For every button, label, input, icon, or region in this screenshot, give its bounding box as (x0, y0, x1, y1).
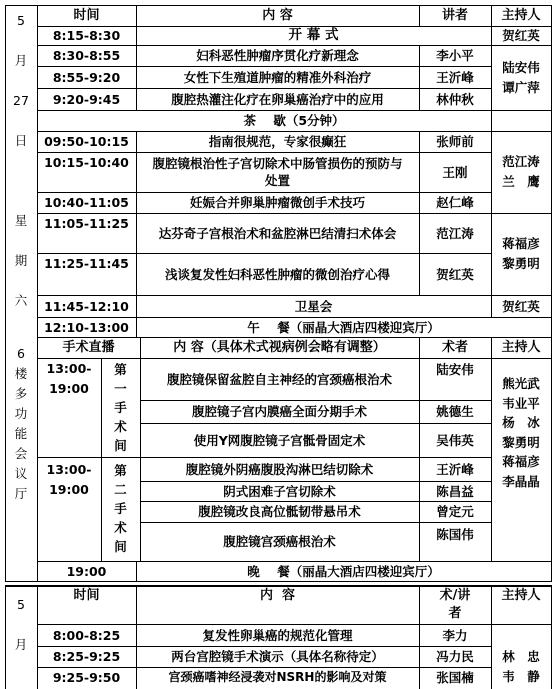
row-time: 9:20-9:45 (52, 91, 121, 107)
side-char: 5 (17, 13, 25, 28)
side-char: 议 (14, 466, 28, 481)
row-content: 达芬奇子宫根治术和盆腔淋巴结清扫术体会 (158, 225, 397, 241)
host-block: 陆安伟 谭广萍 (502, 59, 540, 95)
side-char: 27 (13, 93, 29, 108)
date-side-label (5, 12, 37, 342)
day2-header-speaker: 术/讲 者 (439, 588, 471, 621)
room-char: 手 (114, 501, 127, 516)
lunch-row: 午 餐（丽晶大酒店四楼迎宾厅） (247, 319, 440, 335)
surgery-operator: 吴伟英 (436, 432, 474, 448)
side-char: 厅 (14, 486, 28, 501)
dinner-row: 晚 餐（丽晶大酒店四楼迎宾厅） (247, 563, 440, 579)
surgery-operator: 曾定元 (436, 504, 474, 519)
room-char: 一 (114, 381, 127, 396)
tea-break: 茶 歇（5分钟） (243, 113, 345, 128)
side-char: 能 (14, 426, 28, 441)
side-char: 多 (14, 386, 28, 401)
host-block: 蒋福彦 黎勇明 (502, 236, 540, 271)
row-time: 8:30-8:55 (52, 48, 121, 63)
room-char: 术 (114, 419, 127, 434)
header-host: 主持人 (501, 8, 541, 23)
row-time: 8:55-9:20 (52, 69, 121, 85)
row-host: 贺红英 (502, 298, 540, 314)
room-char: 间 (114, 438, 127, 453)
day2-row-time: 9:25-9:50 (52, 670, 121, 685)
venue-side-label (5, 345, 37, 505)
day2-host: 林 忠 韦 静 (502, 649, 540, 684)
row-content: 腹腔热灌注化疗在卵巢癌治疗中的应用 (171, 91, 384, 107)
row-content: 开 幕 式 (288, 27, 339, 43)
row-time: 11:45-12:10 (44, 298, 129, 314)
row-content: 女性下生殖道肿瘤的精准外科治疗 (183, 69, 372, 85)
room-char: 术 (114, 520, 127, 535)
side-char: 5 (17, 597, 25, 612)
row-time: 10:40-11:05 (44, 195, 129, 210)
row-time: 8:15-8:30 (52, 28, 121, 43)
host-block: 范江涛 兰 鹰 (502, 154, 540, 189)
side-char: 日 (14, 133, 28, 148)
day2-header-host: 主持人 (501, 588, 541, 603)
day2-side-label (5, 596, 37, 656)
day2-row-time: 8:25-9:25 (52, 649, 121, 664)
side-char: 六 (14, 293, 28, 308)
surgery-time: 13:00- 19:00 (46, 462, 92, 497)
side-char: 月 (14, 53, 28, 68)
surgery-header-host: 主持人 (501, 340, 541, 355)
dinner-time: 19:00 (66, 563, 107, 579)
surgery-operator: 陆安伟 (436, 361, 474, 377)
row-content: 卫星会 (294, 298, 333, 314)
row-speaker: 王沂峰 (436, 69, 474, 85)
side-char: 会 (14, 446, 28, 461)
row-time: 11:25-11:45 (44, 256, 129, 271)
room-char: 第 (114, 362, 127, 377)
room-char: 二 (114, 482, 127, 497)
surgery-header-content: 内 容（具体术式视病例会略有调整） (173, 340, 386, 355)
day2-row-speaker: 李力 (442, 627, 468, 643)
row-speaker: 贺红英 (436, 266, 474, 282)
row-time: 12:10-13:00 (44, 319, 129, 335)
surgery-content: 腹腔镜外阴癌腹股沟淋巴结切除术 (185, 461, 374, 477)
day2-row-speaker: 冯力民 (436, 649, 474, 664)
row-speaker: 林仲秋 (436, 91, 474, 107)
surgery-hosts: 熊光武 韦业平 杨 冰 黎勇明 蒋福彦 李晶晶 (502, 376, 540, 489)
row-host: 贺红英 (502, 28, 540, 43)
side-char: 星 (14, 213, 28, 228)
day2-row-content: 复发性卵巢癌的规范化管理 (202, 627, 353, 643)
surgery-header-operator: 术者 (441, 340, 468, 355)
day2-row-content: 宫颈癌嗜神经浸袭对NSRH的影响及对策 (168, 670, 387, 684)
row-content: 妊娠合并卵巢肿瘤微创手术技巧 (189, 195, 365, 210)
surgery-header-live: 手术直播 (62, 340, 115, 355)
room-char: 间 (114, 539, 127, 554)
room-label (101, 360, 140, 455)
room-char: 第 (114, 463, 127, 478)
header-time: 时间 (73, 8, 100, 23)
row-time: 09:50-10:15 (44, 134, 129, 149)
row-speaker: 范江涛 (436, 225, 474, 241)
row-speaker: 张师前 (436, 134, 474, 149)
room-label (101, 461, 140, 556)
side-char: 月 (14, 637, 28, 652)
row-time: 10:15-10:40 (44, 155, 129, 170)
surgery-operator: 陈国伟 (436, 526, 474, 542)
row-content: 指南很规范，专家很癫狂 (208, 134, 347, 149)
surgery-content: 腹腔镜改良高位骶韧带悬吊术 (198, 504, 361, 519)
room-char: 手 (114, 400, 127, 415)
day2-row-content: 两台宫腔镜手术演示（具体名称待定） (171, 649, 384, 664)
row-content: 妇科恶性肿瘤序贯化疗新理念 (196, 48, 359, 63)
surgery-content: 腹腔镜保留盆腔自主神经的宫颈癌根治术 (166, 371, 392, 387)
surgery-content: 腹腔镜子宫内膜癌全面分期手术 (191, 404, 367, 419)
surgery-content: 使用Y网腹腔镜子宫骶骨固定术 (193, 432, 366, 448)
day2-header-time: 时间 (73, 588, 100, 603)
surgery-operator: 王沂峰 (436, 461, 474, 477)
surgery-operator: 姚德生 (436, 404, 474, 419)
day2-row-time: 8:00-8:25 (52, 627, 121, 643)
day2-row-speaker: 张国楠 (436, 670, 474, 685)
row-speaker: 王刚 (442, 164, 468, 180)
row-time: 11:05-11:25 (44, 216, 129, 231)
row-content: 腹腔镜根治性子宫切除术中肠管损伤的预防与处置 (152, 156, 403, 188)
day2-header-content: 内 容 (259, 588, 296, 603)
surgery-time: 13:00- 19:00 (46, 361, 92, 396)
header-speaker: 讲者 (441, 8, 468, 23)
surgery-content: 阴式困难子宫切除术 (223, 483, 336, 499)
row-speaker: 李小平 (436, 48, 474, 63)
side-char: 功 (14, 406, 28, 421)
side-char: 6 (17, 346, 25, 361)
surgery-operator: 陈昌益 (436, 483, 474, 499)
side-char: 楼 (14, 366, 28, 381)
header-content: 内 容 (262, 8, 293, 23)
surgery-content: 腹腔镜宫颈癌根治术 (223, 534, 336, 549)
row-content: 浅谈复发性妇科恶性肿瘤的微创治疗心得 (164, 266, 390, 282)
row-speaker: 赵仁峰 (436, 195, 474, 210)
side-char: 期 (14, 253, 28, 268)
